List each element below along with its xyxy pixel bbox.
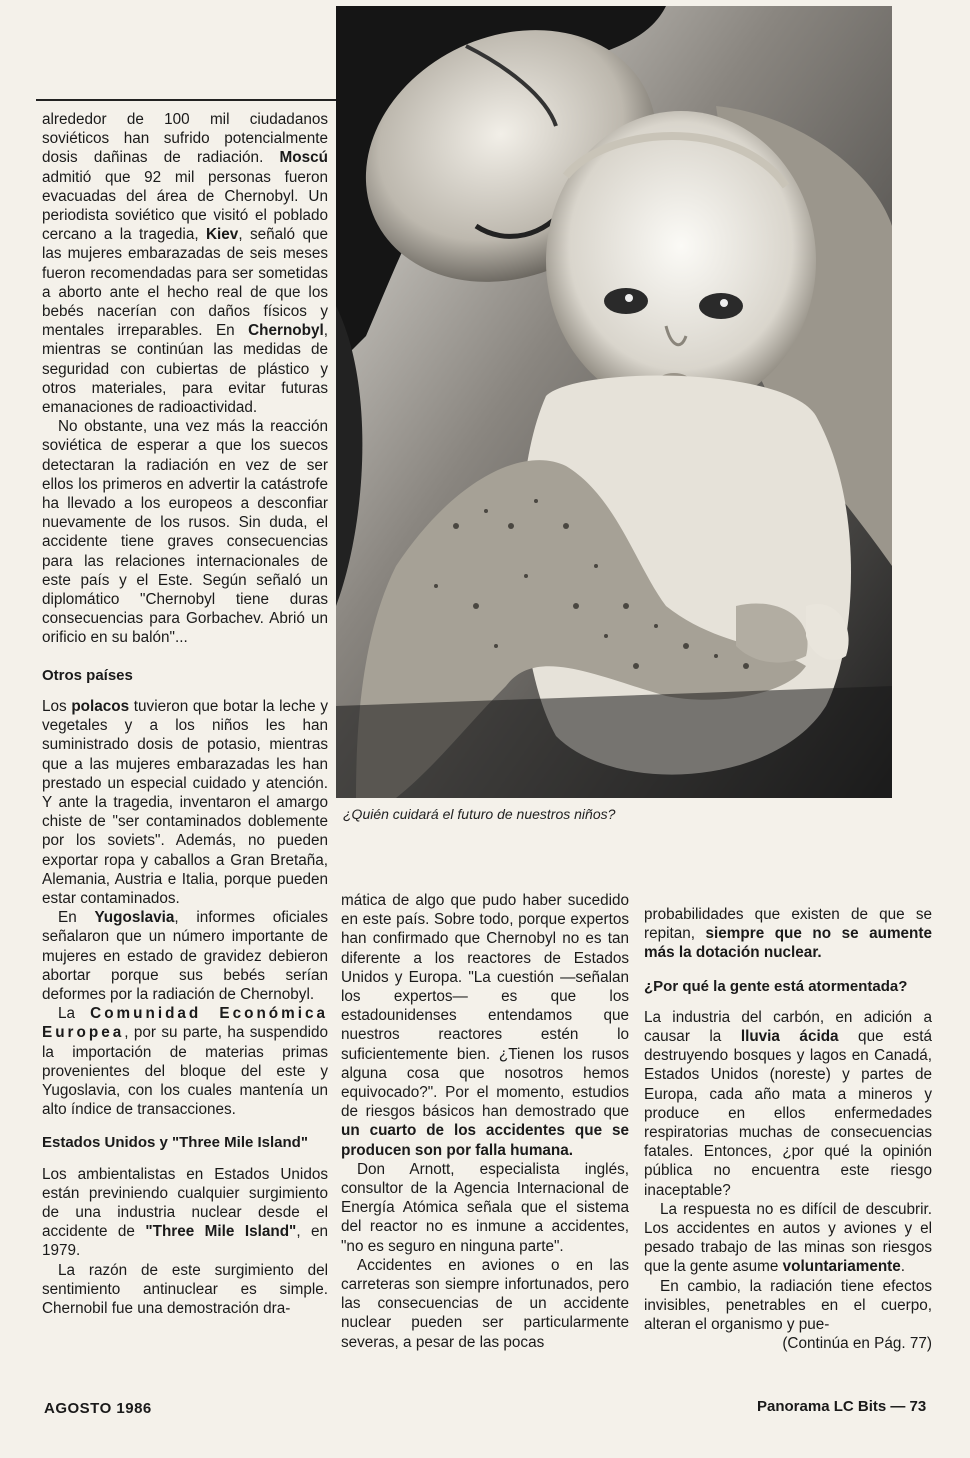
continued-note: (Continúa en Pág. 77): [782, 1335, 932, 1353]
top-rule: [36, 99, 336, 101]
column-right: [644, 905, 932, 1353]
paragraph: En Yugoslavia, informes oficiales señalaron que un número importante de mujeres en estado de gravidez debieron abortar porque sus bebés serían deformes por la radiación de Chernobyl.: [42, 909, 329, 1003]
footer-page-number: Panorama LC Bits — 73: [757, 1398, 927, 1415]
paragraph: Don Arnott, especialista inglés, consultor de la Agencia Internacional de Energía Atómica señala que el sistema del reactor no es inmune a accidentes, "no es seguro en ninguna parte".: [341, 1160, 629, 1255]
paragraph: La razón de este surgimiento del sentimiento antinuclear es simple. Chernobil fue una demostración dra-: [42, 1261, 328, 1317]
paragraph: La industria del carbón, en adición a causar la lluvia ácida que está destruyendo bosques y lagos en Canadá, Estados Unidos (noreste) y partes de Europa, cada año mata a mineros y produce en ellos enfermedades respiratorias muchas de consecuencias fatales. Entonces, ¿por qué la opinión pública no encuentra este riesgo inaceptable?: [644, 1008, 932, 1199]
paragraph: Accidentes en aviones o en las carreteras son siempre infortunados, pero las consecuencias de un accidente nuclear pueden ser particularmente severas, a pesar de las pocas: [341, 1256, 629, 1351]
section-heading-por-que: ¿Por qué la gente está atormentada?: [644, 977, 908, 995]
photo-illustration: [336, 6, 892, 798]
paragraph: probabilidades que existen de que se repitan, siempre que no se aumente más la dotación nuclear.: [644, 906, 932, 962]
paragraph: En cambio, la radiación tiene efectos invisibles, penetrables en el cuerpo, alteran el organismo y pue-: [644, 1277, 932, 1334]
section-heading-estados-unidos: Estados Unidos y "Three Mile Island": [42, 1134, 308, 1152]
paragraph: Los ambientalistas en Estados Unidos están previniendo cualquier surgimiento de una industria nuclear desde el accidente de "Three Mile Island", en 1979.: [42, 1165, 328, 1260]
photo-caption: ¿Quién cuidará el futuro de nuestros niños?: [343, 806, 616, 822]
paragraph: No obstante, una vez más la reacción soviética de esperar a que los suecos detectaran la radiación en vez de ser ellos los primeros en advertir la catástrofe ha llevado a los europeos a desconfiar nuevamente de los rusos. Sin duda, el accidente tiene graves consecuencias para las relaciones internacionales de este país y el Este. Según señaló un diplomático "Chernobyl tiene duras consecuencias para Gorbachev. Abrió un orificio en su balón"...: [42, 418, 328, 647]
section-heading-otros-paises: Otros países: [42, 666, 133, 684]
footer-date: AGOSTO 1986: [44, 1400, 152, 1417]
paragraph: La respuesta no es difícil de descubrir. Los accidentes en autos y aviones y el pesado trabajo de las minas son riesgos que la gente asume voluntariamente.: [644, 1200, 932, 1276]
column-left: [42, 110, 328, 1318]
paragraph: Los polacos tuvieron que botar la leche y vegetales y a los niños les han suministrado dosis de potasio, mientras que a las mujeres embarazadas les han prestado un especial cuidado y atención. Y ante la tragedia, inventaron el amargo chiste de "ser contaminados doblemente por los soviets". Además, no pueden exportar ropa y caballos a Gran Bretaña, Alemania, Austria e Italia, porque pueden estar contaminados.: [42, 697, 328, 907]
paragraph: alrededor de 100 mil ciudadanos soviéticos han sufrido potencialmente dosis dañinas de radiación. Moscú admitió que 92 mil personas fueron evacuadas del área de Chernobyl. Un periodista soviético que visitó el poblado cercano a la tragedia, Kiev, señaló que las mujeres embarazadas de seis meses fueron recomendadas para ser sometidas a aborto ante el hecho real de que los bebés nacerían con daños físicos y mentales irreparables. En Chernobyl, mientras se continúan las medidas de seguridad con cubiertas de plástico y otros materiales, para evitar futuras emanaciones de radioactividad.: [42, 111, 328, 417]
mother-and-baby-photo: [336, 6, 892, 798]
paragraph: mática de algo que pudo haber sucedido en este país. Sobre todo, porque expertos han confirmado que Chernobyl no es tan diferente a los reactores de Estados Unidos y Europa. "La cuestión —señalan los expertos— es que los estadounidenses entendamos que nuestros reactores estén lo suficientemente bien. ¿Tienen los rusos alguna cosa que nosotros hemos equivocado?". Por el momento, estudios de riesgos básicos han demostrado que un cuarto de los accidentes que se producen son por falla humana.: [341, 892, 629, 1159]
column-middle: [341, 891, 629, 1352]
paragraph: La Comunidad Económica Europea, por su parte, ha suspendido la importación de materias primas provenientes del bloque del este y Yugoslavia, con los cuales mantenía un alto índice de transacciones.: [42, 1005, 328, 1119]
